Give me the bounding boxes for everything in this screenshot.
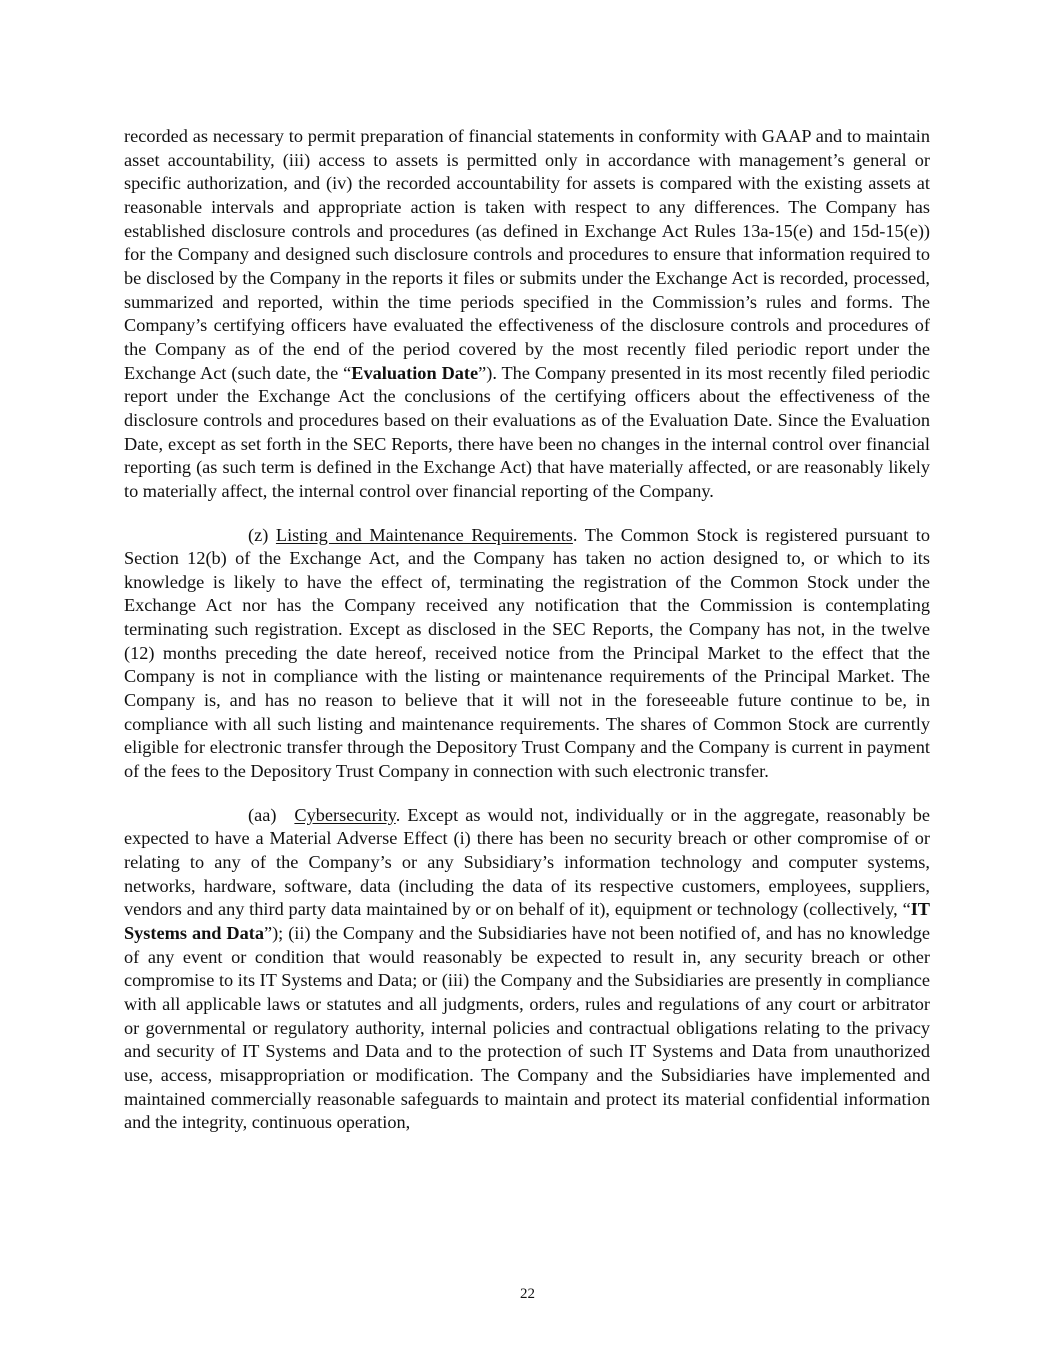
section-z: [124, 524, 930, 784]
paragraph-continuation: [124, 125, 930, 504]
section-number: (z): [248, 524, 269, 545]
defined-term-evaluation-date: Evaluation Date: [351, 362, 479, 383]
page-number: 22: [520, 1286, 535, 1302]
section-aa: [124, 804, 930, 1135]
section-body: . The Common Stock is registered pursuant to Section 12(b) of the Exchange Act, and the Company has taken no action designed to, or which to its knowledge is likely to have the effect of, terminating the registration of the Common Stock under the Exchange Act nor has the Company received any notification that the Commission is contemplating terminating such registration. Except as disclosed in the SEC Reports, the Company has not, in the twelve (12) months preceding the date hereof, received notice from the Principal Market to the effect that the Company is not in compliance with the listing or maintenance requirements of the Principal Market. The Company is, and has no reason to believe that it will not in the foreseeable future continue to be, in compliance with all such listing and maintenance requirements. The shares of Common Stock are currently eligible for electronic transfer through the Depository Trust Company and the Company is current in payment of the fees to the Depository Trust Company in connection with such electronic transfer.: [124, 524, 930, 782]
section-heading: Cybersecurity: [294, 804, 396, 825]
section-heading: Listing and Maintenance Requirements: [275, 524, 573, 545]
defined-term-it-systems-and-data: IT Systems and Data: [124, 899, 930, 943]
section-number: (aa): [248, 804, 277, 825]
paragraph-text: ”). The Company presented in its most recently filed periodic report under the Exchange Act the conclusions of the certifying officers about the effectiveness of the disclosure controls and procedures based on their evaluations as of the Evaluation Date. Since the Evaluation Date, except as set forth in the SEC Reports, there have been no changes in the internal control over financial reporting (as such term is defined in the Exchange Act) that have materially affected, or are reasonably likely to materially affect, the internal control over financial reporting of the Company.: [124, 362, 931, 501]
section-body: . Except as would not, individually or in the aggregate, reasonably be expected to have a Material Adverse Effect (i) there has been no security breach or other compromise of or relating to any of the Company’s or any Subsidiary’s information technology and computer systems, networks, hardware, software, data (including the data of its respective customers, employees, suppliers, vendors and any third party data maintained by or on behalf of it), equipment or technology (collectively, “: [124, 804, 930, 920]
paragraph-text: recorded as necessary to permit preparation of financial statements in conformity with GAAP and to maintain asset accountability, (iii) access to assets is permitted only in accordance with management’s general or specific authorization, and (iv) the recorded accountability for assets is compared with the existing assets at reasonable intervals and appropriate action is taken with respect to any differences. The Company has established disclosure controls and procedures (as defined in Exchange Act Rules 13a-15(e) and 15d-15(e)) for the Company and designed such disclosure controls and procedures to ensure that information required to be disclosed by the Company in the reports it files or submits under the Exchange Act is recorded, processed, summarized and reported, within the time periods specified in the Commission’s rules and forms. The Company’s certifying officers have evaluated the effectiveness of the disclosure controls and procedures of the Company as of the end of the period covered by the most recently filed periodic report under the Exchange Act (such date, the “: [124, 126, 930, 383]
section-body: ”); (ii) the Company and the Subsidiaries have not been notified of, and has no knowledge of any event or condition that would reasonably be expected to result in, any security breach or other compromise to its IT Systems and Data; or (iii) the Company and the Subsidiaries are presently in compliance with all applicable laws or statutes and all judgments, orders, rules and regulations of any court or arbitrator or governmental or regulatory authority, internal policies and contractual obligations relating to the privacy and security of IT Systems and Data and to the protection of such IT Systems and Data from unauthorized use, access, misappropriation or modification. The Company and the Subsidiaries have implemented and maintained commercially reasonable safeguards to maintain and protect its material confidential information and the integrity, continuous operation,: [124, 923, 930, 1133]
document-page: [124, 125, 930, 1135]
